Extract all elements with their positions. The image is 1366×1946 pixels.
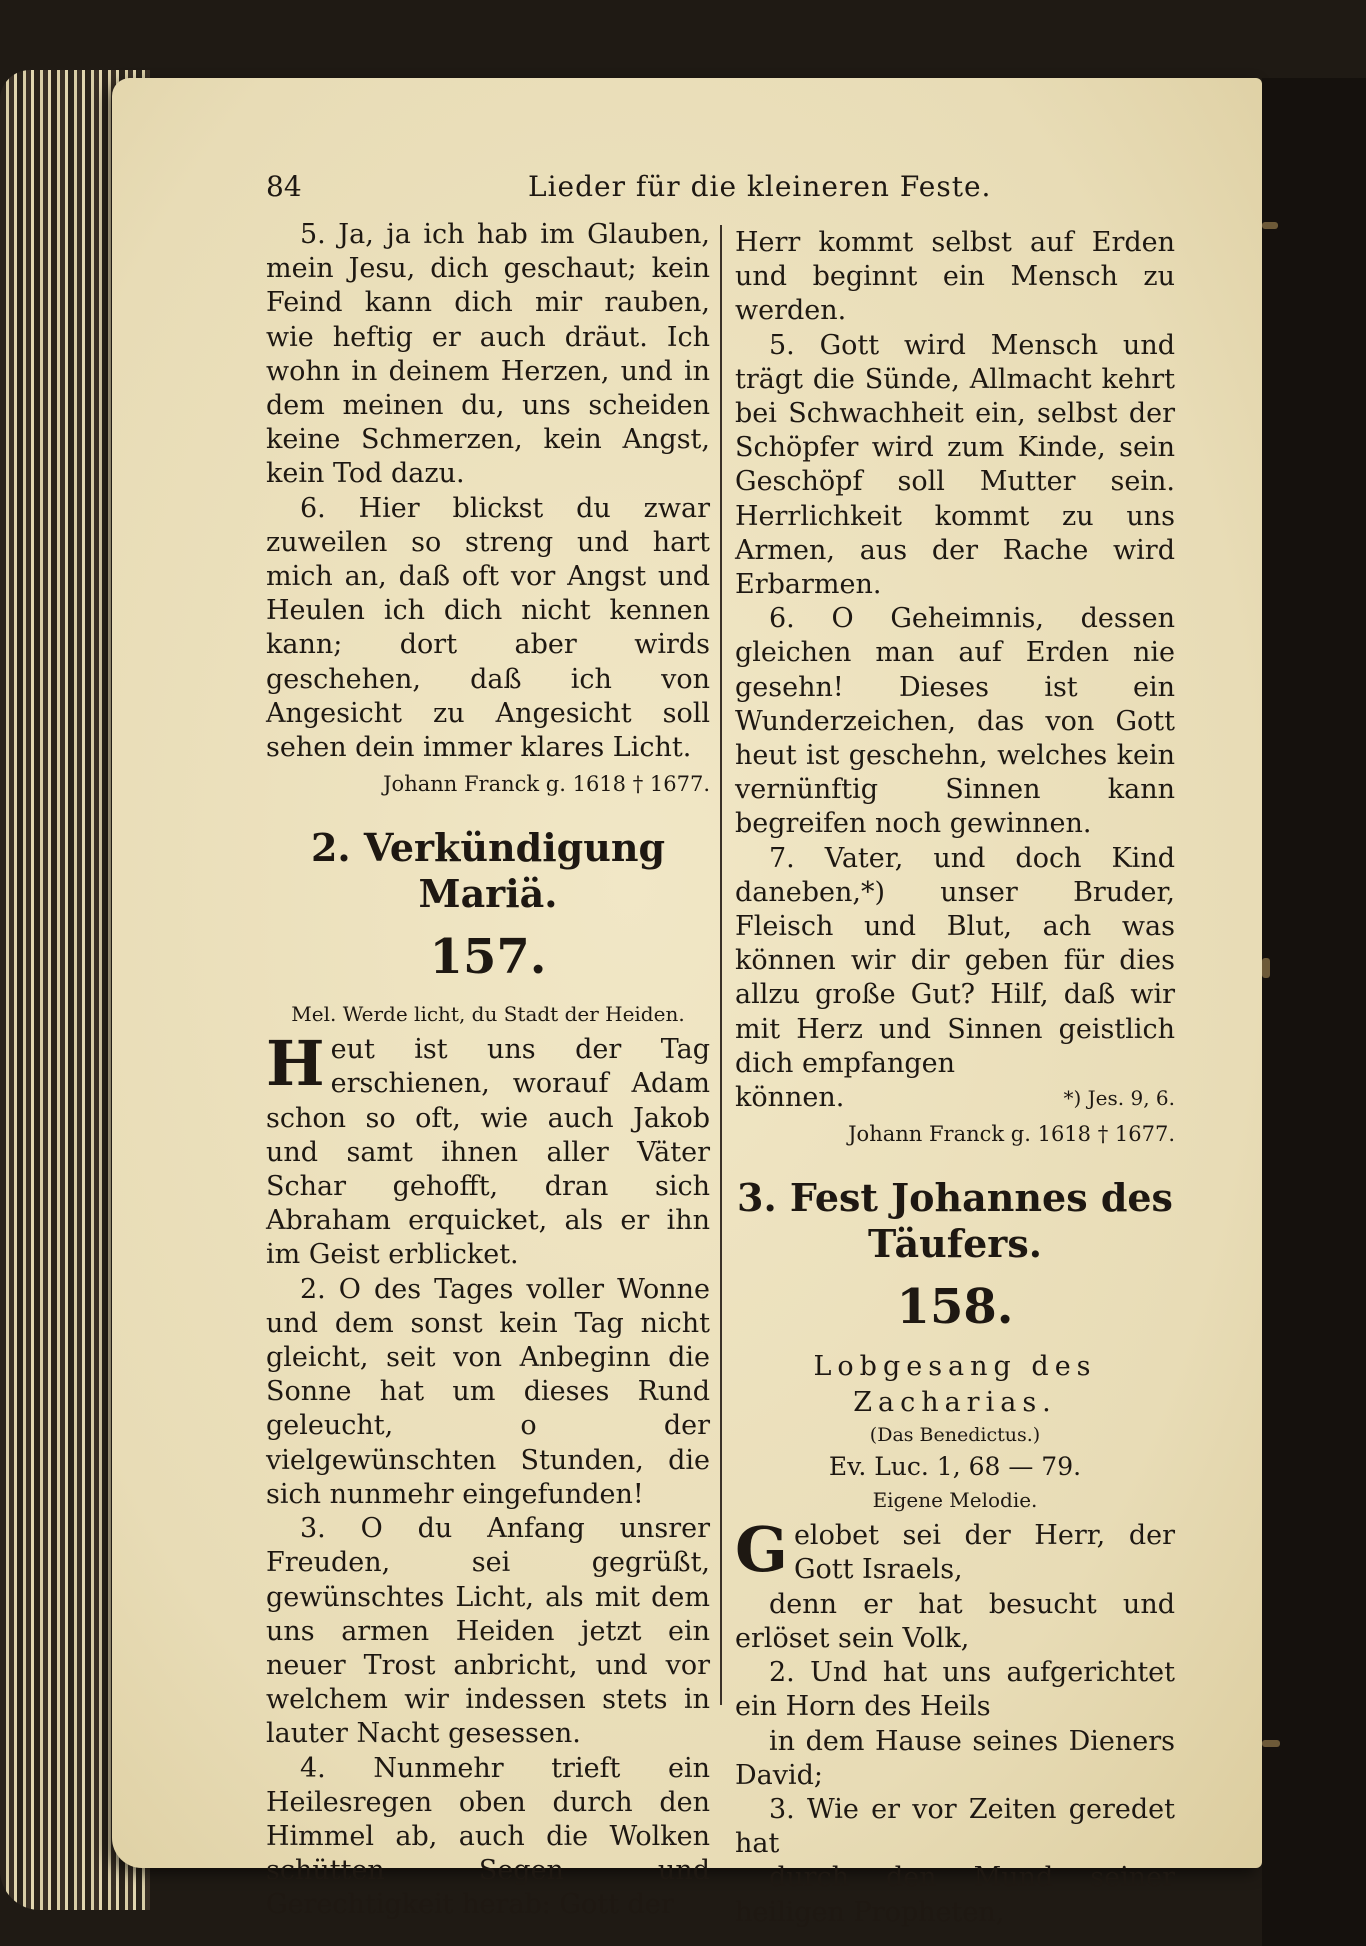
verse-text: können.	[735, 1082, 845, 1114]
hymn-number: 157.	[429, 929, 547, 986]
canticle-line	[735, 1513, 1175, 1587]
column-divider	[720, 225, 722, 1705]
verse: 4. Nunmehr trieft ein Heilesregen oben durch den Himmel ab, auch die Wolken schütten Segen und Gerechtigkeit herab: Gott der	[266, 1752, 710, 1921]
author-attribution: Johann Franck g. 1618 † 1677.	[848, 1122, 1175, 1147]
scripture-reference: Ev. Luc. 1, 68 — 79.	[828, 1452, 1082, 1482]
melody-note: Eigene Melodie.	[872, 1488, 1038, 1513]
canticle-line: in dem Hause seines Dieners David;	[735, 1725, 1175, 1791]
verse: 3. O du Anfang unsrer Freuden, sei gegrüßt, gewünschtes Licht, als mit dem uns armen Heiden jetzt ein neuer Trost anbricht, und vor welchem wir indessen stets in lauter Nacht gesessen.	[266, 1513, 710, 1750]
drop-cap: H	[266, 1027, 325, 1101]
binding-mark	[1262, 1740, 1280, 1747]
footnote: *) Jes. 9, 6.	[1063, 1086, 1175, 1111]
verse: 5. Gott wird Mensch und trägt die Sünde, Allmacht kehrt bei Schwachheit ein, selbst der Schöpfer wird zum Kinde, sein Geschöpf soll Mutter sein. Herrlichkeit kommt zu uns Armen, aus der Rache wird Erbarmen.	[735, 329, 1175, 601]
verse: 7. Vater, und doch Kind daneben,*) unser Bruder, Fleisch und Blut, ach was können wir dir geben für dies allzu große Gut? Hilf, daß wir mit Herz und Sinnen geistlich dich empfangen	[735, 842, 1175, 1079]
verse: 6. O Geheimnis, dessen gleichen man auf Erden nie gesehn! Dieses ist ein Wunderzeichen, das von Gott heut ist geschehn, welches kein vernünftig Sinnen kann begreifen noch gewinnen.	[735, 603, 1175, 840]
canticle-line: durch den Mund seiner heiligen Propheten,	[735, 1862, 1175, 1928]
running-head-title: Lieder für die kleineren Feste.	[528, 170, 992, 203]
section-heading: 3. Fest Johannes des Täufers.	[737, 1175, 1173, 1267]
canticle-line: 2. Und hat uns aufgerichtet ein Horn des Heils	[735, 1657, 1175, 1723]
binding-mark	[1262, 222, 1278, 229]
hymn-subtitle: (Das Benedictus.)	[869, 1424, 1041, 1447]
verse	[266, 1027, 710, 1272]
hymn-title: Lobgesang des Zacharias.	[813, 1351, 1097, 1419]
book-cover-edge	[1262, 78, 1366, 1946]
melody-note: Mel. Werde licht, du Stadt der Heiden.	[291, 1002, 685, 1027]
page-number: 84	[266, 170, 302, 203]
binding-mark	[1262, 958, 1270, 978]
verse-continuation: Herr kommt selbst auf Erden und beginnt ein Mensch zu werden.	[735, 227, 1175, 327]
drop-cap: G	[735, 1513, 788, 1587]
verse-last-line	[735, 1081, 1175, 1115]
canticle-line: 3. Wie er vor Zeiten geredet hat	[735, 1793, 1175, 1860]
verse: 6. Hier blickst du zwar zuweilen so streng und hart mich an, daß oft vor Angst und Heulen ich dich nicht kennen kann; dort aber wirds geschehen, daß ich von Angesicht zu Angesicht soll sehen dein immer klares Licht.	[266, 492, 710, 764]
left-column	[266, 218, 710, 1923]
verse-text: elobet sei der Herr, der Gott Israels,	[793, 1520, 1175, 1586]
canticle-line: denn er hat besucht und erlöset sein Volk,	[735, 1588, 1175, 1654]
running-head	[266, 170, 1171, 210]
hymn-number: 158.	[896, 1279, 1014, 1336]
right-column	[735, 226, 1175, 1930]
section-heading: 2. Verkündigung Mariä.	[310, 825, 666, 917]
author-attribution: Johann Franck g. 1618 † 1677.	[383, 772, 710, 797]
verse: 5. Ja, ja ich hab im Glauben, mein Jesu, dich geschaut; kein Feind kann dich mir rauben, wie heftig er auch dräut. Ich wohn in deinem Herzen, und in dem meinen du, uns scheiden keine Schmerzen, kein Angst, kein Tod dazu.	[266, 219, 710, 490]
verse-text: eut ist uns der Tag erschienen, worauf Adam schon so oft, wie auch Jakob und samt ihnen aller Väter Schar gehofft, dran sich Abraham erquicket, als er ihn im Geist erblicket.	[266, 1034, 710, 1271]
verse: 2. O des Tages voller Wonne und dem sonst kein Tag nicht gleicht, seit von Anbeginn die Sonne hat um dieses Rund geleucht, o der vielgewünschten Stunden, die sich nunmehr eingefunden!	[266, 1273, 710, 1510]
